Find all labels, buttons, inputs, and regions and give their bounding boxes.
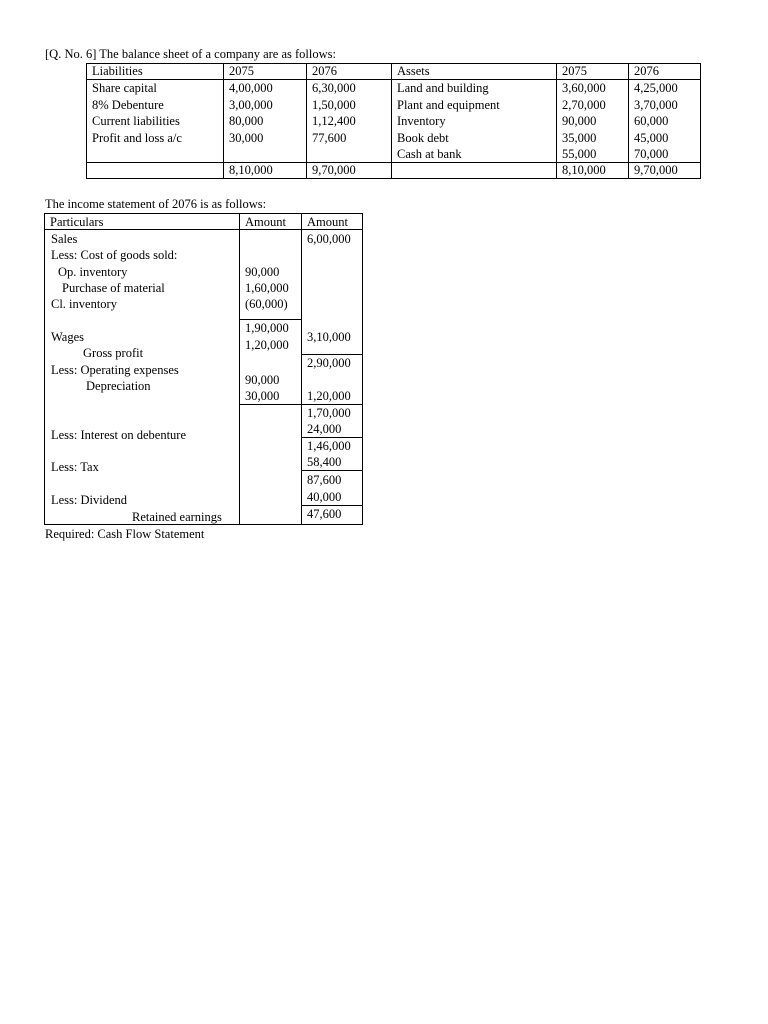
asset-2076: 60,000 [634, 114, 669, 128]
interest-amount: 24,000 [307, 422, 342, 436]
gross-profit-label: Gross profit [83, 346, 144, 360]
assets-total-2075: 8,10,000 [562, 163, 606, 177]
wages-label: Wages [51, 330, 85, 344]
sales-label: Sales [51, 232, 78, 246]
asset-name: Cash at bank [397, 147, 462, 161]
liability-2075: 3,00,000 [229, 97, 273, 112]
sales-amount: 6,00,000 [307, 232, 351, 246]
asset-2075: 35,000 [562, 130, 597, 145]
asset-name: Book debt [397, 130, 449, 145]
liability-2075: 80,000 [229, 114, 264, 128]
is-header-particulars: Particulars [50, 215, 104, 229]
liability-2076: 1,50,000 [312, 97, 356, 112]
required-text: Required: Cash Flow Statement [45, 527, 205, 541]
liability-2075: 30,000 [229, 130, 264, 145]
wages-amount: 1,20,000 [245, 338, 289, 352]
asset-name: Land and building [397, 81, 489, 95]
retained-amount: 47,600 [307, 507, 342, 521]
asset-2076: 70,000 [634, 147, 669, 161]
income-heading: The income statement of 2076 is as follows: [45, 197, 267, 211]
asset-name: Inventory [397, 114, 446, 128]
cl-inventory-label: Cl. inventory [51, 297, 117, 311]
less-dividend-label: Less: Dividend [51, 493, 128, 507]
liability-name: Profit and loss a/c [92, 130, 182, 145]
bs-header-2076-assets: 2076 [634, 64, 659, 78]
less-interest-label: Less: Interest on debenture [51, 428, 187, 442]
liability-name: Share capital [92, 81, 157, 95]
cogs-total-amount: 3,10,000 [307, 330, 351, 344]
is-header-amount-2: Amount [307, 215, 348, 229]
less-tax-label: Less: Tax [51, 460, 99, 474]
bs-header-2076: 2076 [312, 64, 337, 78]
liabilities-total-2076: 9,70,000 [312, 163, 356, 177]
ebit-amount: 1,70,000 [307, 406, 351, 420]
op-inventory-label: Op. inventory [58, 265, 128, 279]
liability-name: 8% Debenture [92, 97, 164, 112]
liability-name: Current liabilities [92, 114, 180, 128]
liability-2075: 4,00,000 [229, 81, 273, 95]
subtotal-1-amount: 1,90,000 [245, 321, 289, 335]
cl-inventory-amount: (60,000) [245, 297, 288, 311]
depreciation-label: Depreciation [86, 379, 151, 393]
eat-amount: 87,600 [307, 473, 342, 487]
retained-earnings-label: Retained earnings [132, 510, 222, 524]
op-inventory-amount: 90,000 [245, 265, 280, 279]
less-opex-label: Less: Operating expenses [51, 363, 179, 377]
gross-profit-amount: 2,90,000 [307, 356, 351, 370]
opex-amount: 90,000 [245, 373, 280, 387]
asset-2075: 2,70,000 [562, 97, 606, 112]
liability-2076: 1,12,400 [312, 114, 356, 128]
less-cogs-label: Less: Cost of goods sold: [51, 248, 178, 262]
bs-header-2075-assets: 2075 [562, 64, 587, 78]
asset-2075: 90,000 [562, 114, 597, 128]
bs-header-liabilities: Liabilities [92, 64, 143, 78]
ebt-amount: 1,46,000 [307, 439, 351, 453]
dividend-amount: 40,000 [307, 490, 342, 504]
asset-2075: 3,60,000 [562, 81, 606, 95]
depreciation-amount: 30,000 [245, 389, 280, 403]
liability-2076: 77,600 [312, 130, 347, 145]
asset-2075: 55,000 [562, 147, 597, 161]
bs-header-2075: 2075 [229, 64, 254, 78]
opex-total-amount: 1,20,000 [307, 389, 351, 403]
liabilities-total-2075: 8,10,000 [229, 163, 273, 177]
assets-total-2076: 9,70,000 [634, 163, 678, 177]
liability-2076: 6,30,000 [312, 81, 356, 95]
purchase-amount: 1,60,000 [245, 281, 289, 295]
tax-amount: 58,400 [307, 455, 342, 469]
asset-2076: 3,70,000 [634, 97, 678, 112]
purchase-label: Purchase of material [62, 281, 165, 295]
asset-name: Plant and equipment [397, 97, 500, 112]
asset-2076: 4,25,000 [634, 81, 678, 95]
is-header-amount-1: Amount [245, 215, 286, 229]
bs-header-assets: Assets [397, 64, 430, 78]
question-heading: [Q. No. 6] The balance sheet of a company are as follows: [45, 47, 336, 61]
asset-2076: 45,000 [634, 130, 669, 145]
